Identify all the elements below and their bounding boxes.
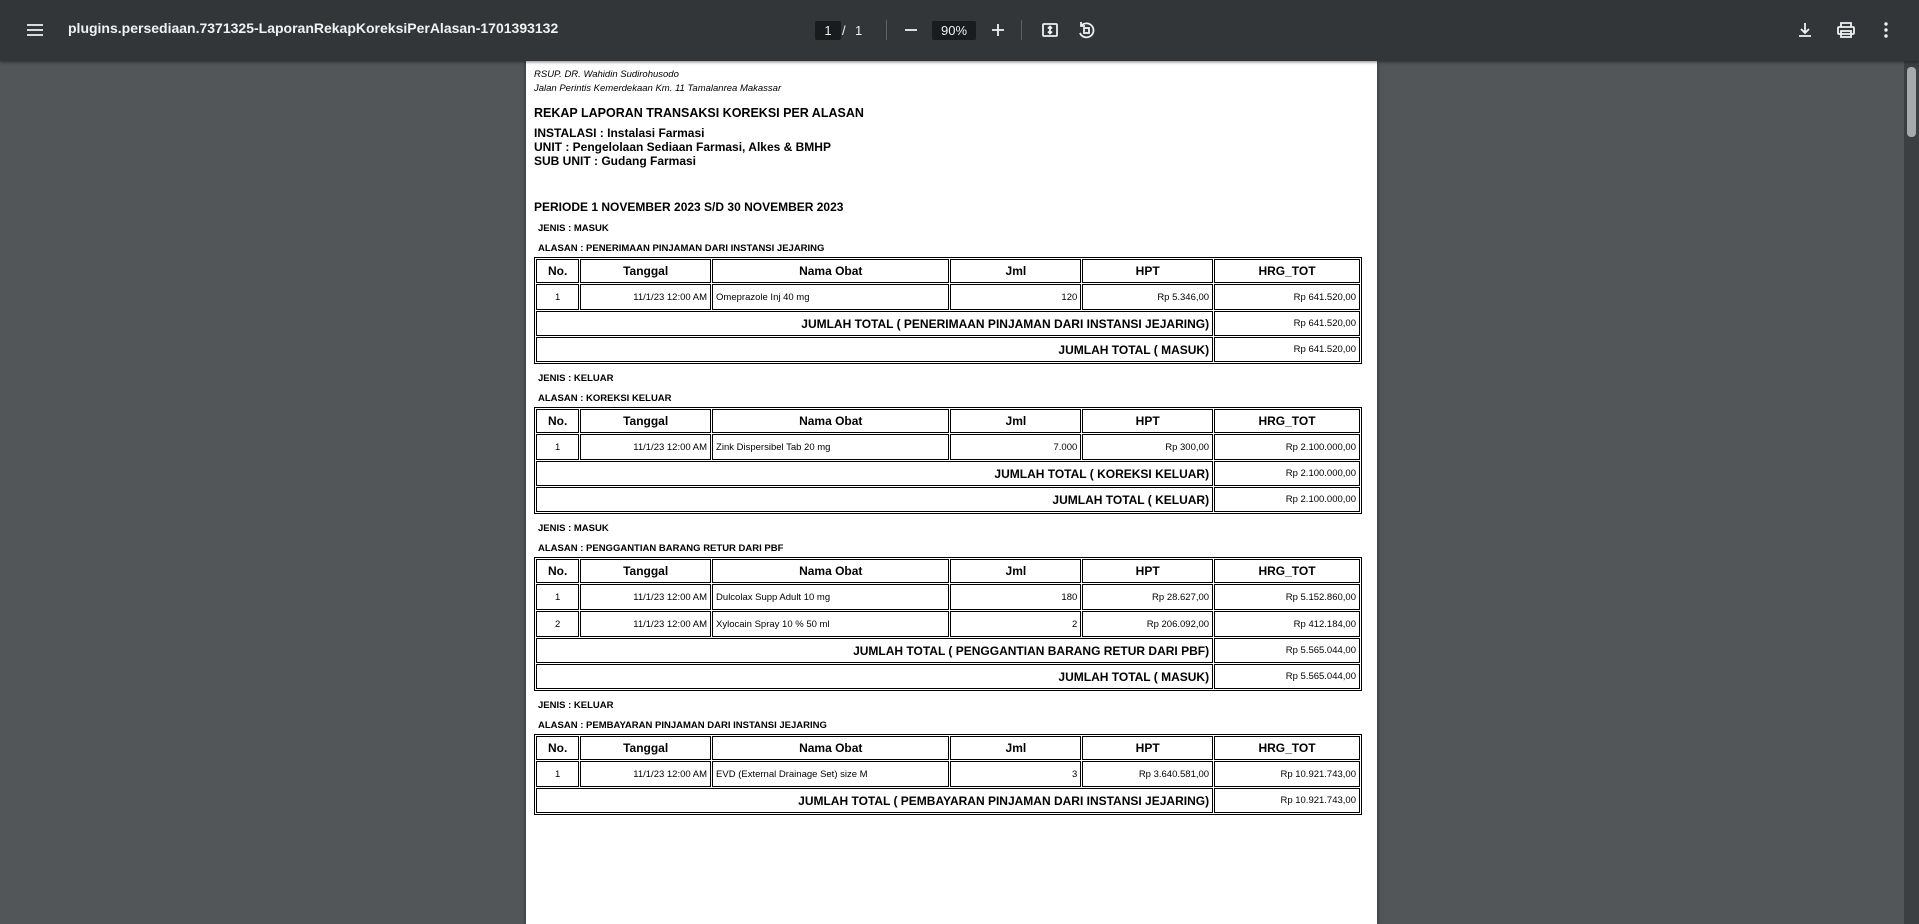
jenis-label: JENIS : MASUK xyxy=(538,523,609,534)
minus-icon xyxy=(901,20,921,40)
report-title: REKAP LAPORAN TRANSAKSI KOREKSI PER ALASAN xyxy=(534,106,864,120)
more-options-button[interactable] xyxy=(1874,18,1898,42)
pdf-page xyxy=(526,61,1377,924)
table-cell-jml: 7.000 xyxy=(950,434,1081,460)
column-header: No. xyxy=(536,409,579,433)
more-vertical-icon xyxy=(1876,20,1896,40)
alasan-total-row-value: Rp 641.520,00 xyxy=(1214,311,1360,336)
download-icon xyxy=(1795,20,1815,40)
transaction-table xyxy=(534,557,1362,691)
jenis-total-row-label: JUMLAH TOTAL ( KELUAR) xyxy=(536,487,1213,512)
column-header: No. xyxy=(536,259,579,283)
table-cell-tot: Rp 412.184,00 xyxy=(1214,611,1360,637)
table-cell-hpt: Rp 3.640.581,00 xyxy=(1082,761,1213,787)
jenis-total-row-label: JUMLAH TOTAL ( MASUK) xyxy=(536,337,1213,362)
unit-label: UNIT : Pengelolaan Sediaan Farmasi, Alkes & BMHP xyxy=(534,140,831,154)
table-cell-tot: Rp 10.921.743,00 xyxy=(1214,761,1360,787)
jenis-total-row xyxy=(536,664,1360,689)
sub-unit-label: SUB UNIT : Gudang Farmasi xyxy=(534,154,697,168)
table-cell-hpt: Rp 5.346,00 xyxy=(1082,284,1213,310)
zoom-level-input[interactable]: 90% xyxy=(932,21,976,40)
jenis-total-row-value: Rp 2.100.000,00 xyxy=(1214,487,1360,512)
table-cell-nama: Omeprazole Inj 40 mg xyxy=(712,284,949,310)
alasan-total-row xyxy=(536,311,1360,336)
pdf-toolbar xyxy=(0,0,1919,61)
column-header: Nama Obat xyxy=(712,559,949,583)
column-header: Tanggal xyxy=(580,736,711,760)
column-header: Jml xyxy=(950,409,1081,433)
alasan-total-row-value: Rp 10.921.743,00 xyxy=(1214,788,1360,813)
hamburger-menu-icon xyxy=(25,20,45,40)
jenis-total-row-value: Rp 641.520,00 xyxy=(1214,337,1360,362)
table-header-row xyxy=(536,559,1360,583)
table-row xyxy=(536,584,1360,610)
column-header: Nama Obat xyxy=(712,409,949,433)
table-cell-hpt: Rp 206.092,00 xyxy=(1082,611,1213,637)
jenis-total-row-value: Rp 5.565.044,00 xyxy=(1214,664,1360,689)
table-cell-jml: 3 xyxy=(950,761,1081,787)
alasan-total-row-value: Rp 5.565.044,00 xyxy=(1214,638,1360,663)
alasan-total-row xyxy=(536,638,1360,663)
pdf-viewer[interactable] xyxy=(0,61,1919,924)
column-header: HPT xyxy=(1082,409,1213,433)
column-header: Jml xyxy=(950,736,1081,760)
alasan-total-row xyxy=(536,788,1360,813)
instalasi-label: INSTALASI : Instalasi Farmasi xyxy=(534,126,705,140)
table-cell-nama: EVD (External Drainage Set) size M xyxy=(712,761,949,787)
hospital-name: RSUP. DR. Wahidin Sudirohusodo xyxy=(534,69,679,80)
column-header: Jml xyxy=(950,559,1081,583)
transaction-table xyxy=(534,734,1362,815)
table-row xyxy=(536,761,1360,787)
table-row xyxy=(536,434,1360,460)
column-header: No. xyxy=(536,736,579,760)
column-header: HPT xyxy=(1082,736,1213,760)
jenis-total-row xyxy=(536,487,1360,512)
transaction-table xyxy=(534,407,1362,514)
alasan-total-row-label: JUMLAH TOTAL ( PENGGANTIAN BARANG RETUR DARI PBF) xyxy=(536,638,1213,663)
table-header-row xyxy=(536,259,1360,283)
alasan-total-row-label: JUMLAH TOTAL ( PEMBAYARAN PINJAMAN DARI INSTANSI JEJARING) xyxy=(536,788,1213,813)
toolbar-divider xyxy=(886,20,887,40)
table-cell-nama: Dulcolax Supp Adult 10 mg xyxy=(712,584,949,610)
column-header: Jml xyxy=(950,259,1081,283)
report-meta xyxy=(534,126,1362,168)
page-separator: / xyxy=(842,23,846,38)
alasan-total-row-label: JUMLAH TOTAL ( KOREKSI KELUAR) xyxy=(536,461,1213,486)
table-cell-tanggal: 11/1/23 12:00 AM xyxy=(580,761,711,787)
column-header: No. xyxy=(536,559,579,583)
alasan-label: ALASAN : PEMBAYARAN PINJAMAN DARI INSTANSI JEJARING xyxy=(538,720,827,731)
column-header: HPT xyxy=(1082,259,1213,283)
vertical-scrollbar[interactable] xyxy=(1904,61,1919,924)
table-cell-jml: 180 xyxy=(950,584,1081,610)
table-cell-no: 1 xyxy=(536,761,579,787)
table-row xyxy=(536,284,1360,310)
table-cell-tot: Rp 2.100.000,00 xyxy=(1214,434,1360,460)
table-cell-no: 1 xyxy=(536,434,579,460)
rotate-icon xyxy=(1076,20,1096,40)
printer-icon xyxy=(1836,20,1856,40)
jenis-label: JENIS : KELUAR xyxy=(538,373,614,384)
table-cell-tot: Rp 641.520,00 xyxy=(1214,284,1360,310)
table-cell-no: 1 xyxy=(536,584,579,610)
menu-button[interactable] xyxy=(20,15,50,45)
table-cell-no: 1 xyxy=(536,284,579,310)
periode-label: PERIODE 1 NOVEMBER 2023 S/D 30 NOVEMBER 2023 xyxy=(534,200,844,214)
column-header: Tanggal xyxy=(580,409,711,433)
table-cell-tanggal: 11/1/23 12:00 AM xyxy=(580,434,711,460)
toolbar-divider xyxy=(1021,20,1022,40)
alasan-label: ALASAN : PENGGANTIAN BARANG RETUR DARI PBF xyxy=(538,543,784,554)
transaction-table xyxy=(534,257,1362,364)
column-header: HPT xyxy=(1082,559,1213,583)
jenis-total-row xyxy=(536,337,1360,362)
table-header-row xyxy=(536,736,1360,760)
table-cell-jml: 120 xyxy=(950,284,1081,310)
column-header: HRG_TOT xyxy=(1214,409,1360,433)
alasan-label: ALASAN : PENERIMAAN PINJAMAN DARI INSTANSI JEJARING xyxy=(538,243,825,254)
zoom-in-button[interactable] xyxy=(986,18,1010,42)
hospital-address: Jalan Perintis Kemerdekaan Km. 11 Tamalanrea Makassar xyxy=(534,83,782,94)
table-cell-tanggal: 11/1/23 12:00 AM xyxy=(580,284,711,310)
alasan-total-row-label: JUMLAH TOTAL ( PENERIMAAN PINJAMAN DARI INSTANSI JEJARING) xyxy=(536,311,1213,336)
jenis-total-row-label: JUMLAH TOTAL ( MASUK) xyxy=(536,664,1213,689)
alasan-total-row-value: Rp 2.100.000,00 xyxy=(1214,461,1360,486)
report-document xyxy=(534,68,1362,815)
page-number-input[interactable]: 1 xyxy=(815,21,841,40)
page-total: 1 xyxy=(855,23,863,38)
table-row xyxy=(536,611,1360,637)
jenis-label: JENIS : KELUAR xyxy=(538,700,614,711)
table-cell-nama: Xylocain Spray 10 % 50 ml xyxy=(712,611,949,637)
column-header: Nama Obat xyxy=(712,736,949,760)
download-button[interactable] xyxy=(1793,18,1817,42)
column-header: Tanggal xyxy=(580,559,711,583)
column-header: HRG_TOT xyxy=(1214,736,1360,760)
print-button[interactable] xyxy=(1834,18,1858,42)
table-cell-nama: Zink Dispersibel Tab 20 mg xyxy=(712,434,949,460)
table-cell-jml: 2 xyxy=(950,611,1081,637)
table-cell-tanggal: 11/1/23 12:00 AM xyxy=(580,611,711,637)
column-header: Nama Obat xyxy=(712,259,949,283)
alasan-total-row xyxy=(536,461,1360,486)
table-cell-hpt: Rp 300,00 xyxy=(1082,434,1213,460)
table-header-row xyxy=(536,409,1360,433)
zoom-out-button[interactable] xyxy=(899,18,923,42)
jenis-label: JENIS : MASUK xyxy=(538,223,609,234)
table-cell-tanggal: 11/1/23 12:00 AM xyxy=(580,584,711,610)
scrollbar-thumb[interactable] xyxy=(1907,67,1916,137)
plus-icon xyxy=(988,20,1008,40)
table-cell-hpt: Rp 28.627,00 xyxy=(1082,584,1213,610)
column-header: HRG_TOT xyxy=(1214,559,1360,583)
column-header: Tanggal xyxy=(580,259,711,283)
fit-to-page-button[interactable] xyxy=(1038,18,1062,42)
report-groups xyxy=(534,223,1362,815)
table-cell-tot: Rp 5.152.860,00 xyxy=(1214,584,1360,610)
column-header: HRG_TOT xyxy=(1214,259,1360,283)
fit-page-icon xyxy=(1040,20,1060,40)
alasan-label: ALASAN : KOREKSI KELUAR xyxy=(538,393,672,404)
rotate-button[interactable] xyxy=(1074,18,1098,42)
table-cell-no: 2 xyxy=(536,611,579,637)
document-title: plugins.persediaan.7371325-LaporanRekapKoreksiPerAlasan-1701393132 xyxy=(68,20,559,36)
